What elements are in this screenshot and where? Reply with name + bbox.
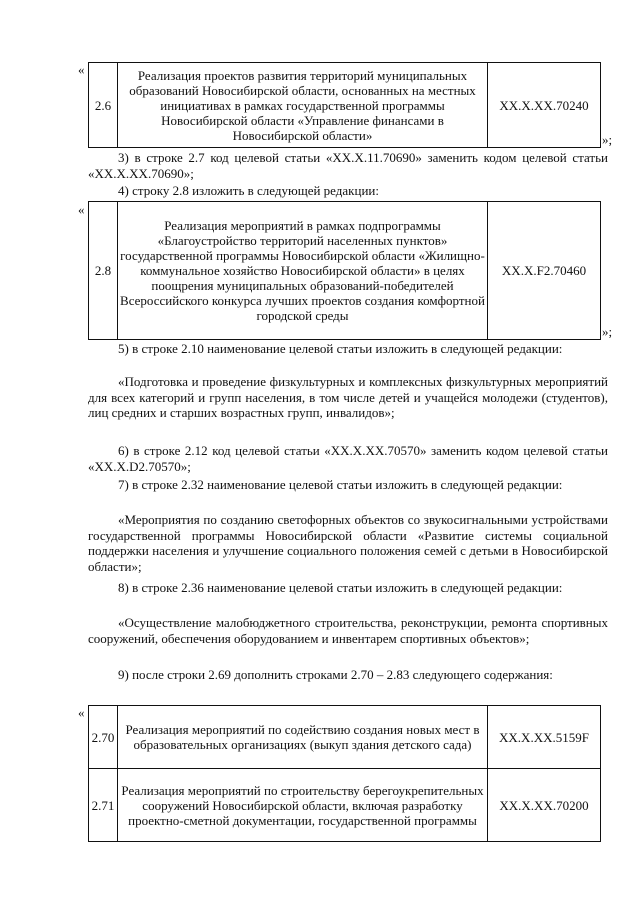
paragraph-9: 9) после строки 2.69 дополнить строками 2.70 – 2.83 следующего содержания:	[118, 667, 553, 682]
row-code: XX.X.F2.70460	[488, 202, 601, 340]
table-row	[89, 202, 601, 340]
table-row-2-6	[88, 62, 601, 148]
row-number: 2.70	[89, 706, 118, 769]
row-number: 2.8	[89, 202, 118, 340]
table1-open-quote: «	[78, 62, 85, 77]
paragraph-3: 3) в строке 2.7 код целевой статьи «XX.X.11.70690» заменить кодом целевой статьи «XX.X.XX.70690»;	[88, 150, 608, 181]
table1-close-quote: »;	[602, 132, 613, 147]
table-row	[89, 63, 601, 148]
table2-close-quote: »;	[602, 324, 613, 339]
table3-open-quote: «	[78, 705, 85, 720]
row-description: Реализация проектов развития территорий муниципальных образований Новосибирской области, основанных на местных инициативах в рамках государственной программы Новосибирской области «Управление финансами в Новосибирской области»	[118, 63, 488, 148]
row-code: XX.X.XX.70200	[488, 769, 601, 842]
paragraph-7: 7) в строке 2.32 наименование целевой статьи изложить в следующей редакции:	[118, 477, 563, 492]
row-number: 2.71	[89, 769, 118, 842]
table2-open-quote: «	[78, 202, 85, 217]
row-description: Реализация мероприятий в рамках подпрограммы «Благоустройство территорий населенных пунктов» государственной программы Новосибирской области «Жилищно-коммунальное хозяйство Новосибирской области» в целях поощрения муниципальных образований-победителей Всероссийского конкурса лучших проектов создания комфортной городской среды	[118, 202, 488, 340]
paragraph-8: 8) в строке 2.36 наименование целевой статьи изложить в следующей редакции:	[118, 580, 563, 595]
row-description: Реализация мероприятий по содействию создания новых мест в образовательных организациях (выкуп здания детского сада)	[118, 706, 488, 769]
row-number: 2.6	[89, 63, 118, 148]
paragraph-4: 4) строку 2.8 изложить в следующей редакции:	[118, 183, 379, 198]
quote-5: «Подготовка и проведение физкультурных и комплексных физкультурных мероприятий для всех категорий и групп населения, в том числе детей и учащейся молодежи (студентов), лиц средних и старших возрастных групп, инвалидов»;	[88, 374, 608, 420]
quote-7: «Мероприятия по созданию светофорных объектов со звукосигнальными устройствами государственной программы Новосибирской области «Развитие системы социальной поддержки населения и улучшение социального положения семей с детьми в Новосибирской области»;	[88, 512, 608, 574]
paragraph-5: 5) в строке 2.10 наименование целевой статьи изложить в следующей редакции:	[118, 341, 563, 356]
row-code: XX.X.XX.70240	[488, 63, 601, 148]
table-row	[89, 769, 601, 842]
quote-8: «Осуществление малобюджетного строительства, реконструкции, ремонта спортивных сооружений, обеспечения оборудованием и инвентарем спортивных объектов»;	[88, 615, 608, 646]
row-description: Реализация мероприятий по строительству берегоукрепительных сооружений Новосибирской области, включая разработку проектно-сметной документации, государственной программы	[118, 769, 488, 842]
table-row	[89, 706, 601, 769]
row-code: XX.X.XX.5159F	[488, 706, 601, 769]
paragraph-6: 6) в строке 2.12 код целевой статьи «XX.X.XX.70570» заменить кодом целевой статьи «XX.X.D2.70570»;	[88, 443, 608, 474]
table-row-2-8	[88, 201, 601, 340]
table-rows-2-70	[88, 705, 601, 842]
